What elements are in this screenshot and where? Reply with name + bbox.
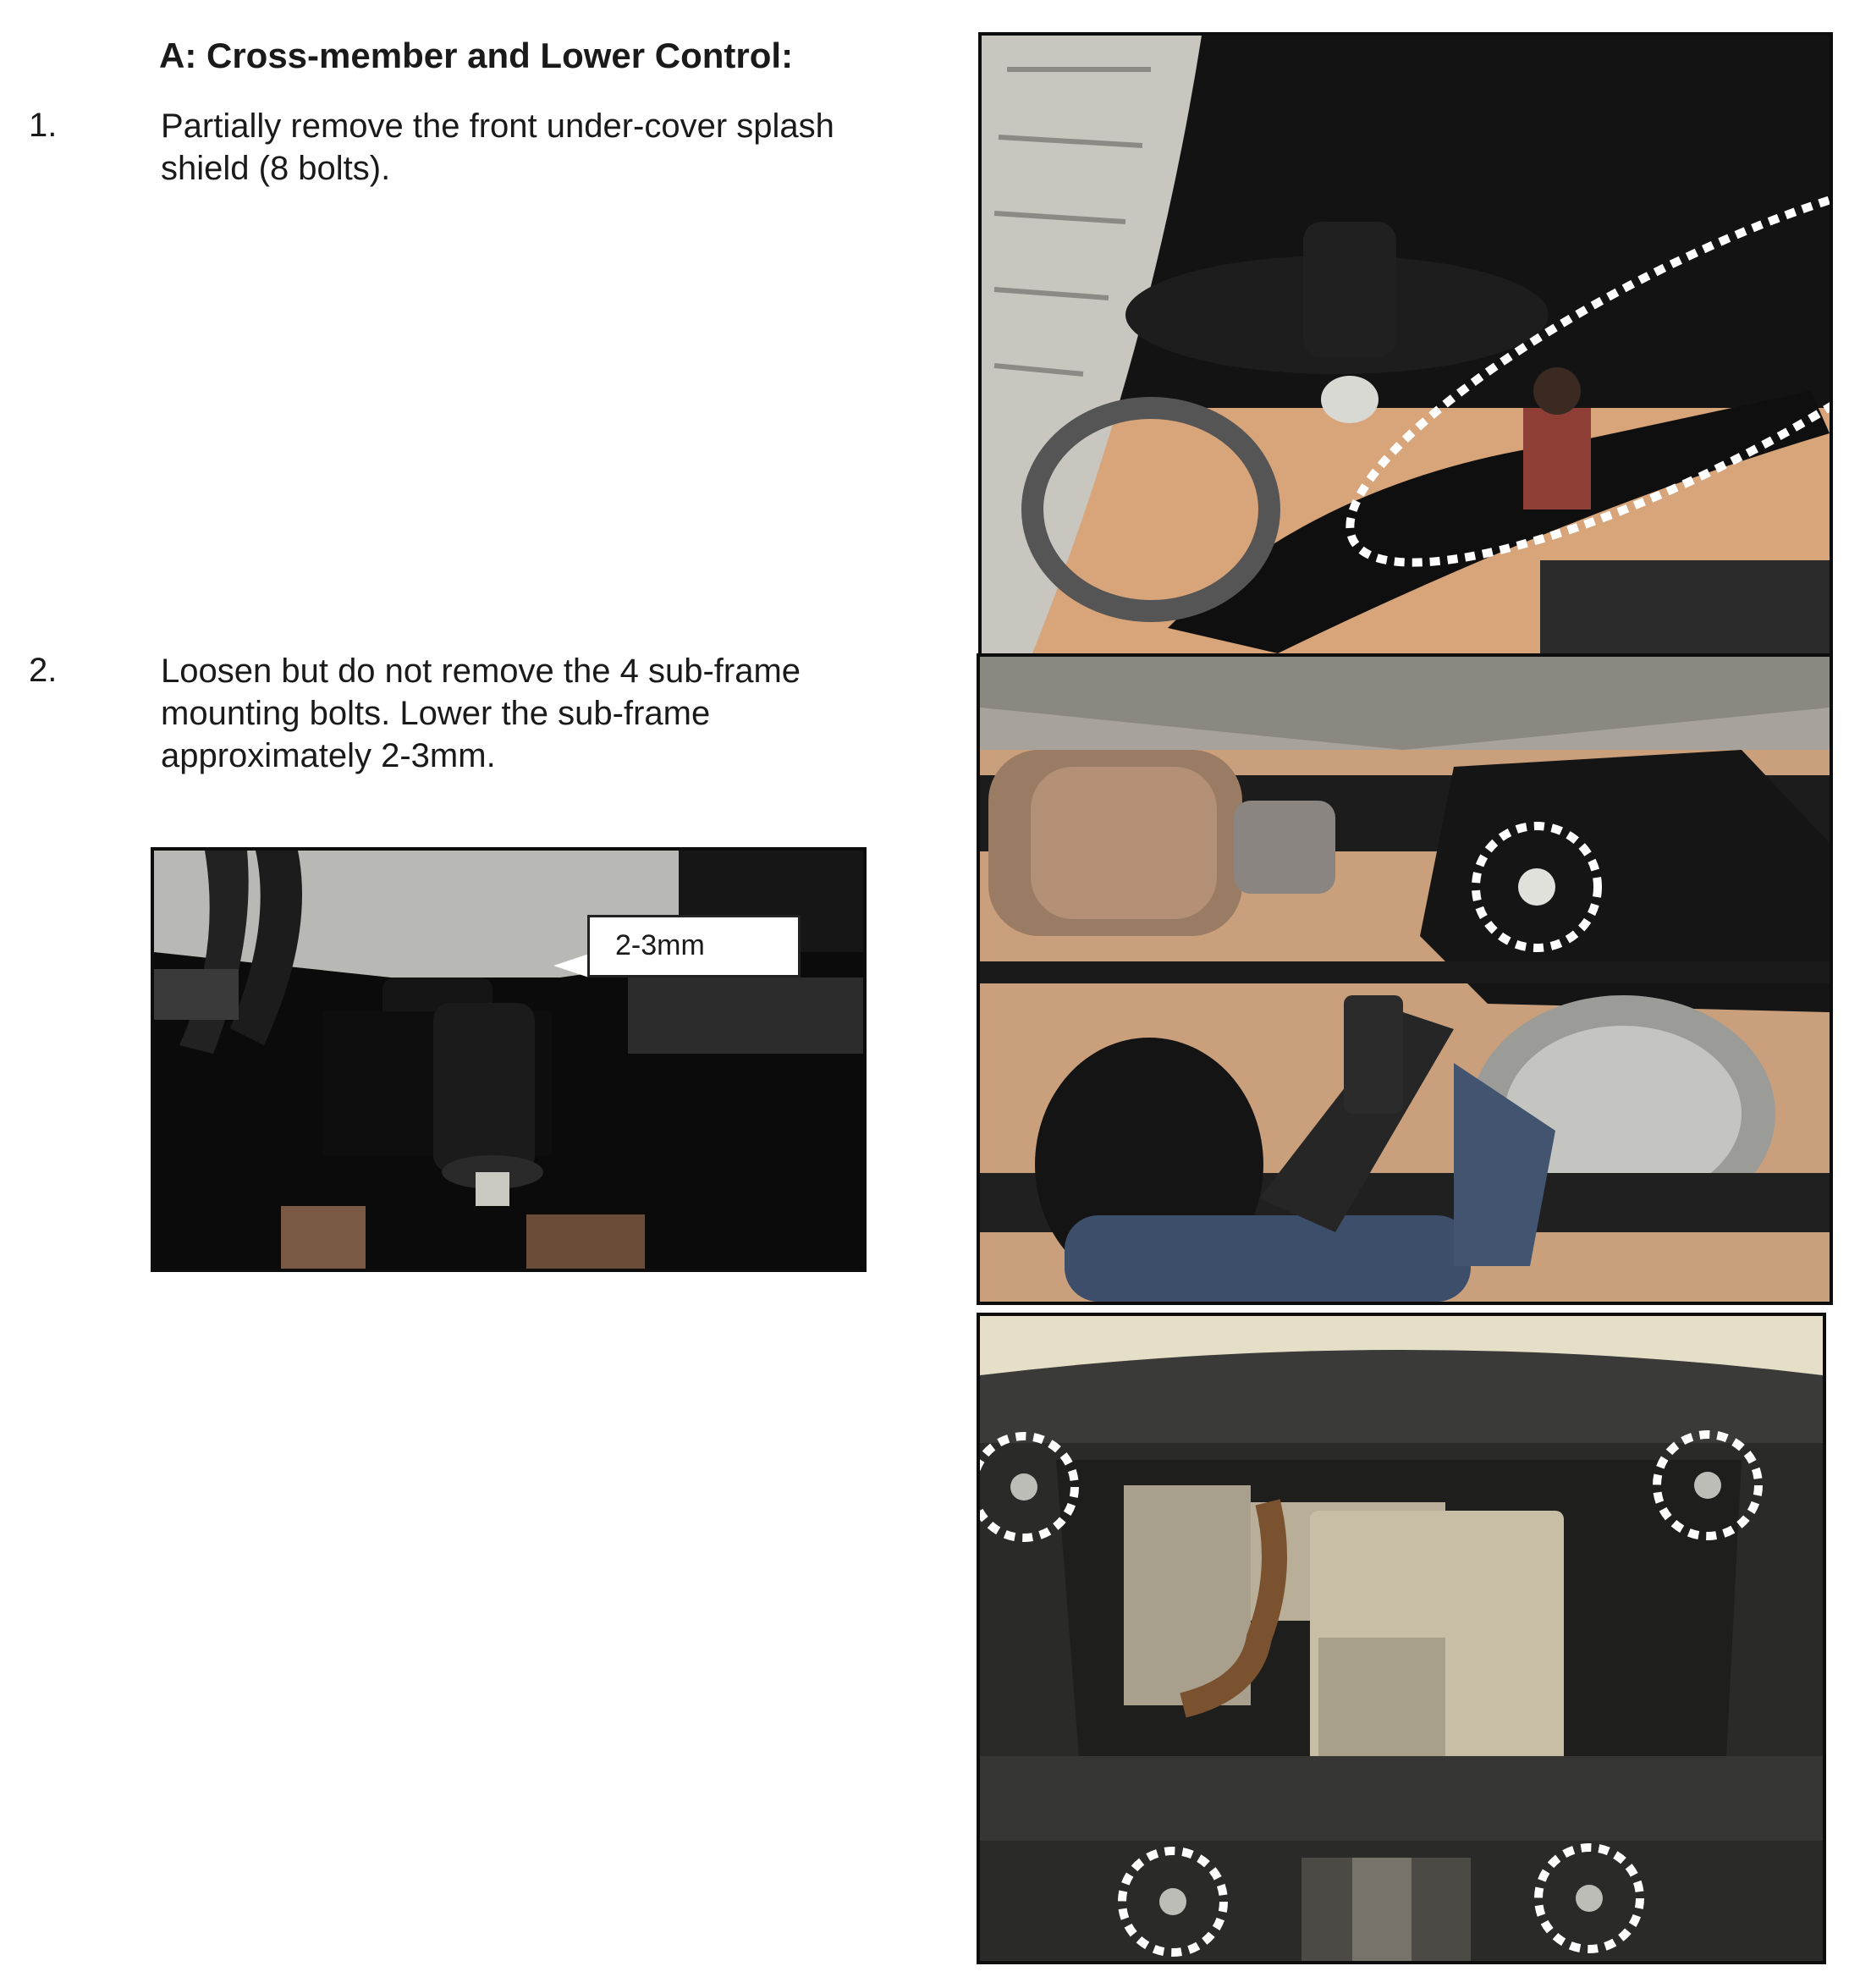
- step-1-text: Partially remove the front under-cover splash shield (8 bolts).: [161, 107, 834, 187]
- step-1-number: 1.: [29, 107, 58, 144]
- subframe-underside-photo: [977, 1313, 1826, 1964]
- subframe-bushing-photo: [151, 847, 867, 1272]
- splash-shield-photo: [978, 32, 1833, 657]
- gap-callout-label: 2-3mm: [587, 915, 801, 977]
- step-2-text: Loosen but do not remove the 4 sub-frame mounting bolts. Lower the sub-frame approximately 2-3mm.: [161, 653, 801, 774]
- callout-pointer: [553, 954, 589, 977]
- mechanic-loosening-bolt-photo: [977, 653, 1833, 1305]
- step-2-number: 2.: [29, 652, 58, 689]
- section-heading: A: Cross-member and Lower Control:: [159, 36, 794, 75]
